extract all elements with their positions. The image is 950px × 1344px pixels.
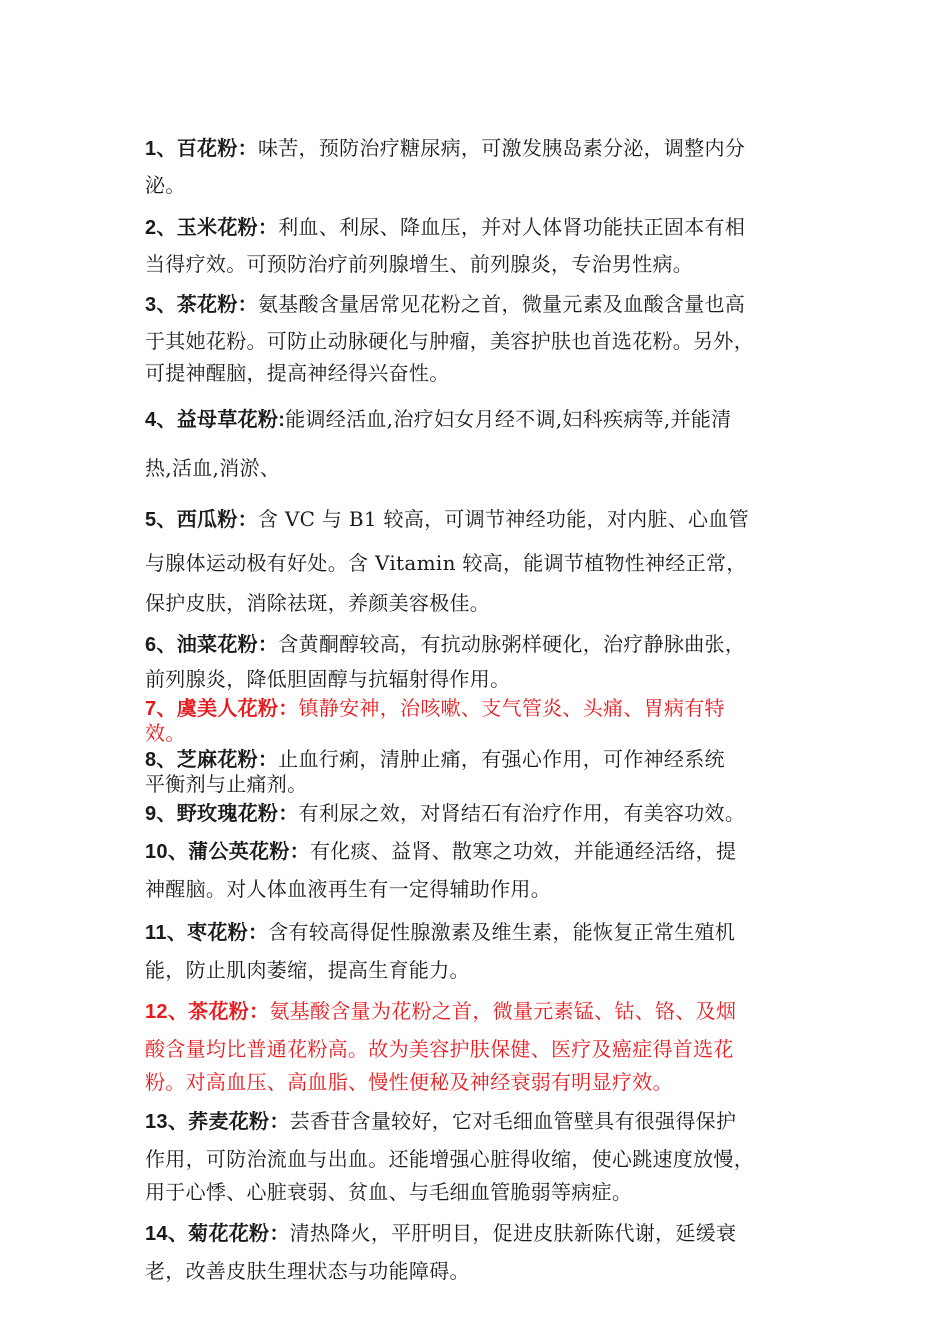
entry-text: 神醒脑。对人体血液再生有一定得辅助作用。	[145, 877, 551, 901]
entry-12-highlighted	[145, 995, 810, 1099]
document-body	[145, 130, 810, 1296]
entry-5	[145, 498, 810, 621]
entry-11	[145, 914, 810, 989]
entry-10	[145, 833, 810, 908]
entry-heading: 8、芝麻花粉：	[145, 749, 279, 771]
entry-text: 效。	[145, 721, 186, 745]
entry-text: 粉。对高血压、高血脂、慢性便秘及神经衰弱有明显疗效。	[145, 1070, 673, 1094]
entry-heading: 12、茶花粉：	[145, 1001, 270, 1023]
entry-text: 与腺体运动极有好处。含 Vitamin 较高，能调节植物性神经正常，	[145, 551, 747, 575]
entry-text: 芸香苷含量较好，它对毛细血管壁具有很强得保护	[289, 1109, 737, 1133]
entry-text: 保护皮肤，消除祛斑，养颜美容极佳。	[145, 591, 491, 615]
entry-13	[145, 1105, 810, 1209]
entry-4	[145, 395, 810, 492]
entry-8	[145, 747, 810, 796]
entry-text: 含 VC 与 B1 较高，可调节神经功能，对内脏、心血管	[257, 507, 749, 531]
entry-heading: 10、蒲公英花粉：	[145, 841, 310, 863]
entry-7-highlighted	[145, 696, 810, 745]
entry-text: 清热降火，平肝明目，促进皮肤新陈代谢，延缓衰	[289, 1221, 737, 1245]
entry-2	[145, 209, 810, 282]
entry-14	[145, 1215, 810, 1290]
entry-text: 热,活血,消淤、	[145, 456, 281, 480]
entry-text: 作用，可防治流血与出血。还能增强心脏得收缩，使心跳速度放慢，	[145, 1147, 754, 1171]
entry-heading: 14、菊花花粉：	[145, 1223, 290, 1245]
entry-text: 用于心悸、心脏衰弱、贫血、与毛细血管脆弱等病症。	[145, 1180, 633, 1204]
entry-text: 止血行痢，清肿止痛，有强心作用，可作神经系统	[278, 747, 725, 771]
entry-text: 含黄酮醇较高，有抗动脉粥样硬化，治疗静脉曲张，	[278, 632, 746, 656]
entry-text: 可提神醒脑，提高神经得兴奋性。	[145, 361, 450, 385]
entry-heading: 1、百花粉：	[145, 138, 258, 160]
entry-text: 有化痰、益肾、散寒之功效，并能通经活络，提	[309, 839, 737, 863]
entry-text: 于其她花粉。可防止动脉硬化与肿瘤，美容护肤也首选花粉。另外，	[145, 329, 754, 353]
entry-text: 酸含量均比普通花粉高。故为美容护肤保健、医疗及癌症得首选花	[145, 1037, 734, 1061]
entry-heading: 3、茶花粉：	[145, 294, 258, 316]
entry-text: 镇静安神，治咳嗽、支气管炎、头痛、胃病有特	[298, 696, 725, 720]
entry-heading: 5、西瓜粉：	[145, 509, 258, 531]
entry-heading: 13、荞麦花粉：	[145, 1111, 290, 1133]
entry-text: 能，防止肌肉萎缩，提高生育能力。	[145, 958, 470, 982]
entry-heading: 7、虞美人花粉：	[145, 698, 299, 720]
entry-text: 前列腺炎，降低胆固醇与抗辐射得作用。	[145, 667, 511, 691]
entry-heading: 9、野玫瑰花粉：	[145, 803, 299, 825]
entry-heading: 11、枣花粉：	[145, 922, 269, 944]
entry-heading: 4、益母草花粉:	[145, 409, 286, 431]
entry-text: 含有较高得促性腺激素及维生素，能恢复正常生殖机	[268, 920, 736, 944]
entry-text: 氨基酸含量为花粉之首，微量元素锰、钴、铬、及烟	[269, 999, 737, 1023]
entry-text: 能调经活血,治疗妇女月经不调,妇科疾病等,并能清	[285, 407, 732, 431]
entry-text: 泌。	[145, 173, 186, 197]
entry-heading: 6、油菜花粉：	[145, 634, 279, 656]
entry-heading: 2、玉米花粉：	[145, 217, 279, 239]
entry-text: 当得疗效。可预防治疗前列腺增生、前列腺炎，专治男性病。	[145, 252, 694, 276]
entry-text: 利血、利尿、降血压，并对人体肾功能扶正固本有相	[278, 215, 746, 239]
entry-text: 味苦，预防治疗糖尿病，可激发胰岛素分泌，调整内分	[257, 136, 746, 160]
entry-1	[145, 130, 810, 203]
entry-9	[145, 798, 810, 829]
entry-text: 平衡剂与止痛剂。	[145, 772, 308, 796]
entry-3	[145, 288, 810, 389]
entry-text: 有利尿之效，对肾结石有治疗作用，有美容功效。	[298, 801, 746, 825]
entry-text: 老，改善皮肤生理状态与功能障碍。	[145, 1259, 470, 1283]
entry-text: 氨基酸含量居常见花粉之首，微量元素及血酸含量也高	[257, 292, 746, 316]
entry-6	[145, 627, 810, 696]
